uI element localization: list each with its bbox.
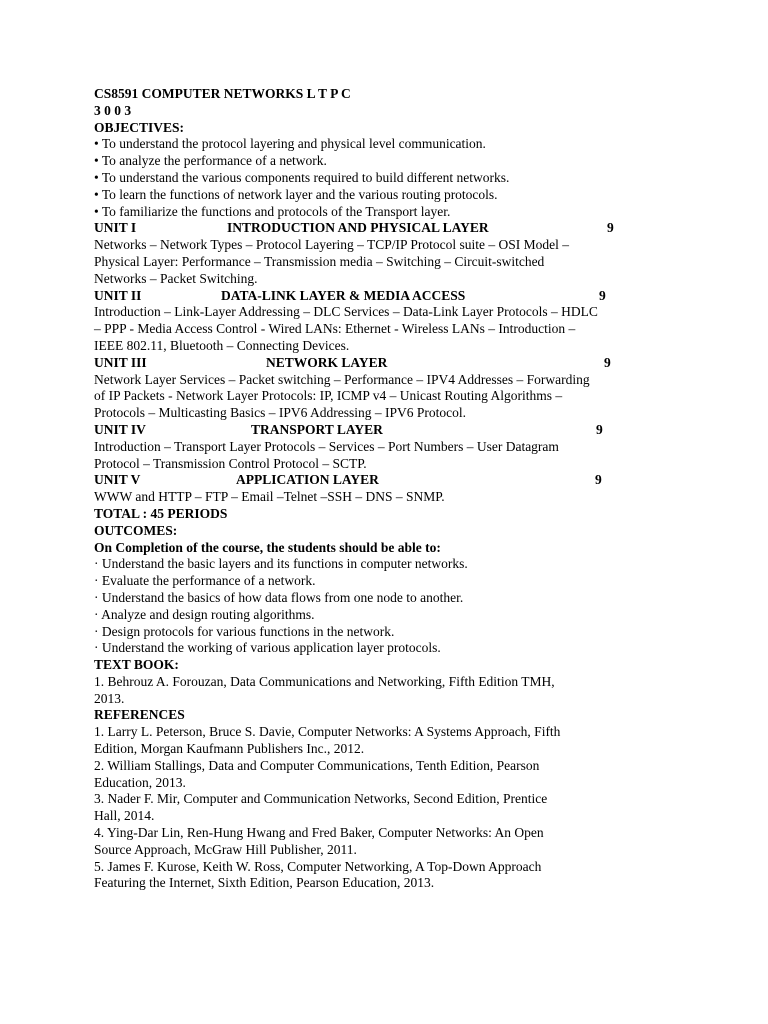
reference-line: Education, 2013. — [94, 774, 186, 790]
unit-content-line: Network Layer Services – Packet switching – Performance – IPV4 Addresses – Forwarding — [94, 371, 590, 387]
reference-line: 5. James F. Kurose, Keith W. Ross, Computer Networking, A Top-Down Approach — [94, 858, 542, 874]
outcome-item: · Design protocols for various functions in the network. — [94, 623, 395, 639]
unit-label: UNIT III — [94, 354, 147, 370]
unit-label: UNIT IV — [94, 421, 146, 437]
unit-1-header — [94, 220, 754, 237]
textbook-line: 1. Behrouz A. Forouzan, Data Communications and Networking, Fifth Edition TMH, — [94, 673, 555, 689]
unit-2-header — [94, 288, 754, 305]
unit-content-line: Introduction – Link-Layer Addressing – DLC Services – Data-Link Layer Protocols – HDLC — [94, 304, 598, 320]
unit-hours: 9 — [607, 220, 614, 236]
unit-hours: 9 — [604, 354, 611, 370]
reference-line: Hall, 2014. — [94, 808, 155, 824]
unit-content-line: Protocol – Transmission Control Protocol – SCTP. — [94, 455, 367, 471]
total-periods: TOTAL : 45 PERIODS — [94, 505, 228, 521]
references-heading: REFERENCES — [94, 707, 185, 723]
unit-content-line: IEEE 802.11, Bluetooth – Connecting Devices. — [94, 337, 350, 353]
outcome-item: · Evaluate the performance of a network. — [94, 573, 316, 589]
unit-5-header — [94, 472, 754, 489]
reference-line: 2. William Stallings, Data and Computer Communications, Tenth Edition, Pearson — [94, 757, 540, 773]
reference-line: Edition, Morgan Kaufmann Publishers Inc., 2012. — [94, 741, 365, 757]
reference-line: 3. Nader F. Mir, Computer and Communication Networks, Second Edition, Prentice — [94, 791, 548, 807]
unit-label: UNIT I — [94, 220, 137, 236]
objectives-heading: OBJECTIVES: — [94, 119, 185, 135]
syllabus-document — [94, 86, 754, 892]
unit-content-line: Networks – Packet Switching. — [94, 270, 258, 286]
unit-hours: 9 — [596, 421, 603, 437]
reference-line: 4. Ying-Dar Lin, Ren-Hung Hwang and Fred Baker, Computer Networks: An Open — [94, 825, 544, 841]
unit-hours: 9 — [599, 287, 606, 303]
reference-line: 1. Larry L. Peterson, Bruce S. Davie, Computer Networks: A Systems Approach, Fifth — [94, 724, 561, 740]
unit-title: INTRODUCTION AND PHYSICAL LAYER — [227, 220, 489, 236]
outcomes-intro: On Completion of the course, the students should be able to: — [94, 539, 441, 555]
objective-item: • To analyze the performance of a network. — [94, 153, 327, 169]
objective-item: • To learn the functions of network layer and the various routing protocols. — [94, 186, 498, 202]
outcomes-heading: OUTCOMES: — [94, 522, 178, 538]
unit-content-line: WWW and HTTP – FTP – Email –Telnet –SSH – DNS – SNMP. — [94, 489, 445, 505]
reference-line: Source Approach, McGraw Hill Publisher, 2011. — [94, 841, 357, 857]
outcome-item: · Analyze and design routing algorithms. — [94, 606, 315, 622]
textbook-heading: TEXT BOOK: — [94, 657, 179, 673]
outcome-item: · Understand the working of various application layer protocols. — [94, 640, 441, 656]
course-title: CS8591 COMPUTER NETWORKS L T P C — [94, 86, 351, 101]
unit-content-line: Networks – Network Types – Protocol Layering – TCP/IP Protocol suite – OSI Model – — [94, 237, 570, 253]
unit-content-line: Introduction – Transport Layer Protocols – Services – Port Numbers – User Datagram — [94, 438, 559, 454]
unit-label: UNIT V — [94, 472, 141, 488]
unit-title: TRANSPORT LAYER — [251, 421, 383, 437]
unit-title: APPLICATION LAYER — [236, 472, 379, 488]
credits-line: 3 0 0 3 — [94, 102, 132, 118]
unit-title: DATA-LINK LAYER & MEDIA ACCESS — [221, 287, 466, 303]
unit-content-line: Physical Layer: Performance – Transmission media – Switching – Circuit-switched — [94, 253, 545, 269]
unit-hours: 9 — [595, 472, 602, 488]
objective-item: • To understand the protocol layering and physical level communication. — [94, 136, 486, 152]
unit-title: NETWORK LAYER — [266, 354, 388, 370]
unit-content-line: Protocols – Multicasting Basics – IPV6 Addressing – IPV6 Protocol. — [94, 405, 466, 421]
outcome-item: · Understand the basics of how data flows from one node to another. — [94, 589, 464, 605]
unit-4-header — [94, 422, 754, 439]
unit-content-line: of IP Packets - Network Layer Protocols: IP, ICMP v4 – Unicast Routing Algorithms – — [94, 388, 563, 404]
textbook-line: 2013. — [94, 690, 125, 706]
unit-label: UNIT II — [94, 287, 142, 303]
unit-content-line: – PPP - Media Access Control - Wired LANs: Ethernet - Wireless LANs – Introduction – — [94, 321, 576, 337]
unit-3-header — [94, 355, 754, 372]
objective-item: • To familiarize the functions and protocols of the Transport layer. — [94, 203, 451, 219]
outcome-item: · Understand the basic layers and its functions in computer networks. — [94, 556, 468, 572]
objective-item: • To understand the various components required to build different networks. — [94, 169, 510, 185]
reference-line: Featuring the Internet, Sixth Edition, Pearson Education, 2013. — [94, 875, 435, 891]
